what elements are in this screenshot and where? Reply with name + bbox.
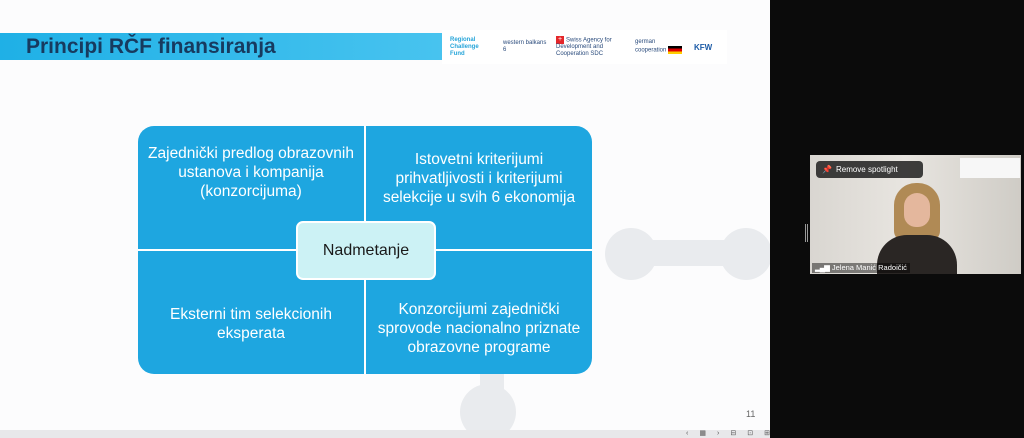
presentation-toolbar [0,430,770,438]
principle-cell: Eksterni tim selekcionih eksperata [170,306,332,342]
principle-cell: Konzorcijumi zajednički sprovode nacionalno priznate obrazovne programe [377,300,581,356]
participant-name-tag [812,263,910,273]
panel-splitter [770,0,804,438]
kfw-logo: KFW [694,42,713,52]
participant-video [872,183,962,274]
remove-spotlight-button[interactable]: 📌 Remove spotlight [816,161,923,178]
puzzle-decoration [640,240,730,266]
background-slide-thumbnail [960,158,1020,178]
reading-view-icon[interactable]: ⊡ [747,430,754,437]
partner-logos [442,30,727,64]
wb6-logo: western balkans 6 [503,40,547,53]
center-label: Nadmetanje [296,221,436,280]
slide-grid-icon[interactable]: ▦ [699,430,706,437]
participant-face [904,193,930,227]
rcf-logo: Regional Challenge Fund [450,36,479,57]
swiss-logo: + Swiss Agency for Development and Cooperation SDC [556,35,612,58]
participant-name: Jelena Manić Radoičić [831,263,907,272]
toolbar-icons [686,430,770,438]
pin-icon: 📌 [822,165,832,174]
page-number: 11 [746,409,756,419]
german-flag-icon [668,46,682,54]
principle-cell: Istovetni kriterijumi prihvatljivosti i kriterijumi selekcije u svih 6 ekonomija [382,150,576,206]
next-slide-icon[interactable]: › [716,430,720,437]
resize-handle[interactable] [805,224,808,242]
normal-view-icon[interactable]: ⊟ [730,430,737,437]
swiss-flag-icon: + [557,35,563,43]
german-cooperation-logo: german cooperation [635,39,685,55]
slide-title: Principi RČF finansiranja [26,35,276,58]
slideshow-view-icon[interactable]: ⊞ [764,430,770,437]
prev-slide-icon[interactable]: ‹ [686,430,689,437]
video-tile[interactable] [810,155,1021,274]
signal-strength-icon: ▂▄▆ [815,263,829,272]
principle-cell: Zajednički predlog obrazovnih ustanova i kompanija (konzorcijuma) [148,144,354,200]
